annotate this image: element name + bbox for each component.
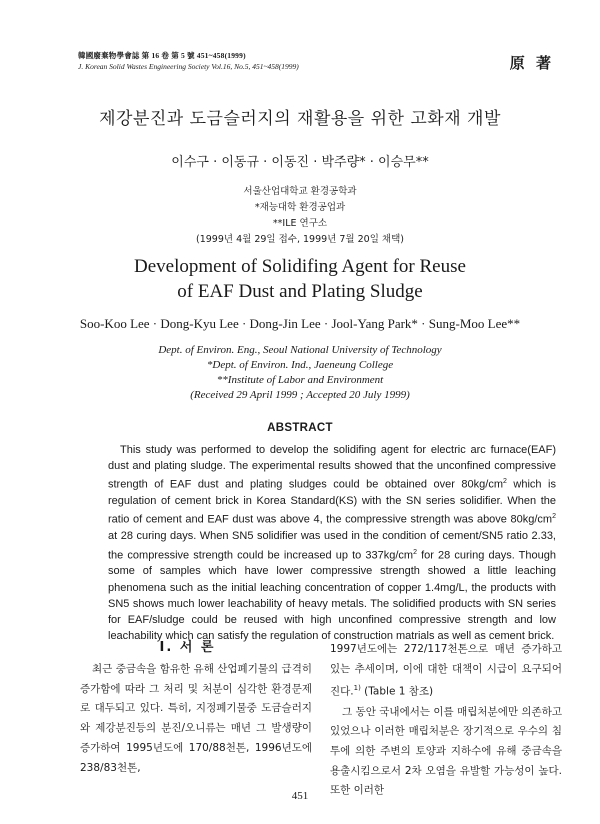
superscript-2c: 2	[413, 548, 417, 556]
abstract-text-4: for 28 curing days. Though some of samples which have lower compressive strength showed a little leaching phenomena such as the initial leaching concentration of copper 1.4mg/L, the products with SN5 shows much lower leachability of heavy metals. The solidified products with SN series for EAF/sludge could be reused with high unconfined compressive strength and low leachability which can satisfy the regulation of construction matrials as well as cement brick.	[108, 549, 556, 643]
article-type-badge: 原 著	[509, 54, 554, 72]
title-english-line-2: of EAF Dust and Plating Sludge	[177, 281, 423, 302]
superscript-2a: 2	[503, 478, 507, 486]
title-english-line-1: Development of Solidifing Agent for Reuse	[134, 256, 466, 277]
page-number: 451	[291, 790, 309, 802]
abstract-text-1: This study was performed to develop the solidifing agent for electric arc furnace(EAF) dust and plating sludge. The experimental results showed that the unconfined compressive strength of EAF dust and plating sludges could be obtained over 80kg/cm	[108, 444, 556, 492]
abstract-text-3: at 28 curing days. When SN5 solidifier was used in the condition of cement/SN5 ratio 2.33, the compressive strength could be increased up to 337kg/cm	[108, 530, 556, 562]
section-heading-introduction: Ⅰ. 서 론	[159, 640, 216, 655]
affiliation-english-2: *Dept. of Environ. Ind., Jaeneung College	[206, 359, 394, 371]
intro-right-text-2: (Table 1 참조)	[360, 685, 434, 698]
title-korean: 제강분진과 도금슬러지의 재활용을 위한 고화재 개발	[99, 109, 501, 129]
journal-header	[78, 50, 299, 72]
received-date-english: (Received 29 April 1999 ; Accepted 20 July 1999)	[190, 389, 410, 401]
intro-right-paragraph-2: 그 동안 국내에서는 이를 매립처분에만 의존하고 있었으나 이러한 매립처분은 장기적으로 우수의 침투에 의한 주변의 토양과 지하수에 유해 중금속을 용출시킴으로서 2차 오염을 유발할 가능성이 높다. 또한 이러한	[330, 705, 562, 797]
journal-header-korean: 韓國廢棄物學會誌 第 16 卷 第 5 號 451~458(1999)	[78, 51, 246, 60]
affiliation-korean-2: *재능대학 환경공업과	[254, 202, 346, 213]
affiliation-korean-3: **ILE 연구소	[272, 218, 328, 229]
affiliation-korean-1: 서울산업대학교 환경공학과	[243, 186, 357, 197]
affiliation-english-3: **Institute of Labor and Environment	[216, 374, 384, 386]
intro-left-column: 최근 중금속을 함유한 유해 산업폐기물의 급격히 증가함에 따라 그 처리 및 처분이 심각한 환경문제로 대두되고 있다. 특히, 지정폐기물중 도금슬러지와 제강분진등의 분진/오니류는 매년 그 발생량이 증가하여 1995년도에 170/88천톤, 1996년도에 238/83천톤,	[80, 663, 312, 774]
abstract-text-2: which is regulation of cement brick in Korea Standard(KS) with the SN series solidifier. When the ratio of cement and EAF dust was above 4, the compressive strength was above 80kg/cm	[108, 479, 556, 527]
intro-right-text-1: 1997년도에는 272/117천톤으로 매년 증가하고 있는 추세이며, 이에 대한 대책이 시급이 요구되어진다.	[330, 643, 562, 698]
abstract-body	[108, 442, 556, 644]
superscript-2b: 2	[552, 513, 556, 521]
received-date-korean: (1999년 4월 29일 접수, 1999년 7월 20일 채택)	[196, 234, 404, 245]
journal-header-english: J. Korean Solid Wastes Engineering Society Vol.16, No.5, 451~458(1999)	[78, 62, 299, 71]
authors-english: Soo-Koo Lee · Dong-Kyu Lee · Dong-Jin Lee · Jool-Yang Park* · Sung-Moo Lee**	[79, 316, 521, 331]
intro-right-column	[330, 640, 562, 801]
affiliation-english-1: Dept. of Environ. Eng., Seoul National University of Technology	[158, 344, 442, 356]
authors-korean: 이수구 · 이동규 · 이동진 · 박주량* · 이승무**	[171, 155, 429, 170]
reference-marker-1: 1)	[353, 684, 361, 693]
abstract-heading: ABSTRACT	[267, 422, 333, 434]
